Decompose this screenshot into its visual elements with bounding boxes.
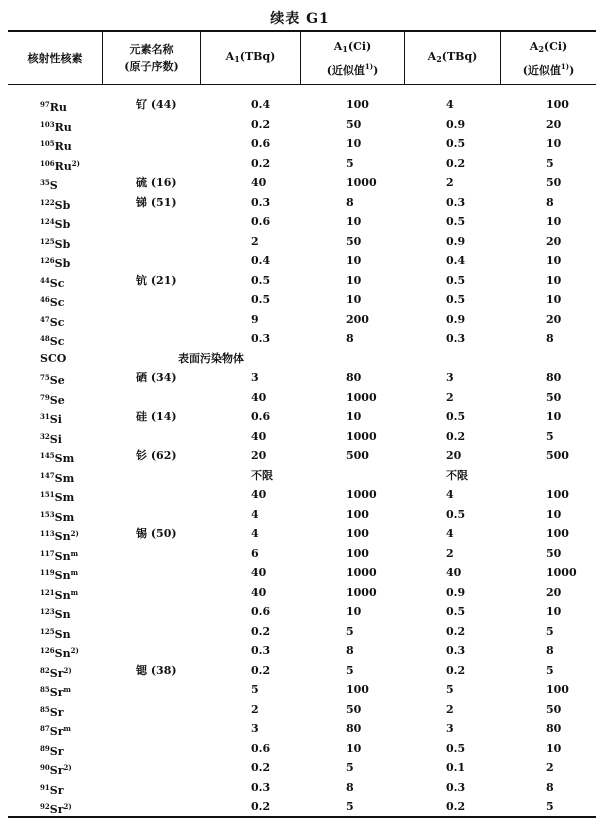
element-cell: 钐 (62) xyxy=(136,449,177,462)
header-nuclide-text: 核射性核素 xyxy=(27,51,83,65)
a1-ci-cell: 10 xyxy=(346,273,362,287)
nuclide-symbol: Sr xyxy=(49,744,64,758)
a1-tbq-cell: 5 xyxy=(251,683,259,696)
element-cell: 硒 (34) xyxy=(136,371,177,384)
a1-tbq-cell: 9 xyxy=(251,312,259,326)
a1-ci-cell: 200 xyxy=(346,312,369,326)
nuclide-mass: 87 xyxy=(40,724,50,733)
nuclide-symbol: Sn xyxy=(54,569,71,582)
a1-tbq-cell: 40 xyxy=(251,488,267,501)
a1-tbq-cell: 4 xyxy=(251,507,259,521)
a1-tbq-cell: 0.3 xyxy=(251,195,271,209)
a1-tbq-cell: 0.6 xyxy=(251,605,271,618)
header-a1-ci-line2 xyxy=(327,58,379,79)
header-a1-ci-line1 xyxy=(334,38,371,58)
a2-tbq-cell: 0.2 xyxy=(446,429,466,443)
a2-tbq-cell: 0.3 xyxy=(446,195,466,209)
a2-ci-cell: 5 xyxy=(546,800,554,813)
header-subscript: 2 xyxy=(538,43,544,54)
a1-tbq-cell: 0.2 xyxy=(251,117,271,131)
header-letter: A xyxy=(225,50,235,63)
a2-ci-cell: 5 xyxy=(546,624,554,638)
header-a2-tbq-text xyxy=(428,48,478,68)
a1-ci-cell: 50 xyxy=(346,702,362,716)
a1-ci-cell: 5 xyxy=(346,156,354,170)
a1-ci-cell: 5 xyxy=(346,663,354,677)
table-bottom-rule xyxy=(8,816,596,818)
a2-tbq-cell: 4 xyxy=(446,98,454,111)
header-footnote-mark: 1) xyxy=(560,61,570,71)
a2-tbq-cell: 40 xyxy=(446,566,462,579)
a1-tbq-cell: 0.4 xyxy=(251,98,271,111)
element-cell: 硅 (14) xyxy=(136,410,177,423)
a2-tbq-cell: 不限 xyxy=(446,468,468,482)
a1-ci-cell: 80 xyxy=(346,371,362,384)
header-element-line1: 元素名称 xyxy=(129,43,174,56)
nuclide-mass: 126 xyxy=(40,256,55,265)
nuclide-symbol: Sc xyxy=(49,276,65,290)
nuclide-mass: 125 xyxy=(40,626,55,636)
nuclide-mass: 46 xyxy=(40,295,50,304)
a1-ci-cell: 1000 xyxy=(346,429,377,443)
a1-ci-cell: 50 xyxy=(346,117,362,131)
nuclide-symbol: S xyxy=(49,179,58,192)
nuclide-symbol: Sc xyxy=(49,335,65,348)
a2-tbq-cell: 2 xyxy=(446,390,454,404)
nuclide-mass: 91 xyxy=(40,782,50,792)
a2-ci-cell: 20 xyxy=(546,234,562,248)
a2-ci-cell: 8 xyxy=(546,195,554,209)
a2-ci-cell: 8 xyxy=(546,332,554,345)
a2-tbq-cell: 0.5 xyxy=(446,137,466,150)
a2-ci-cell: 10 xyxy=(546,215,562,228)
nuclide-mass: 106 xyxy=(40,158,55,168)
row-note: 表面污染物体 xyxy=(178,351,244,365)
a1-tbq-cell: 4 xyxy=(251,527,259,540)
header-letter: A xyxy=(333,39,343,53)
a1-tbq-cell: 0.6 xyxy=(251,215,271,228)
nuclide-suffix: m xyxy=(63,685,71,694)
nuclide-mass: 44 xyxy=(40,275,50,285)
a1-tbq-cell: 0.2 xyxy=(251,624,271,638)
nuclide-mass: 85 xyxy=(40,704,50,714)
header-letter: A xyxy=(529,39,539,53)
a1-tbq-cell: 0.2 xyxy=(251,663,271,677)
a1-ci-cell: 8 xyxy=(346,780,354,794)
nuclide-symbol: Sr xyxy=(49,686,64,699)
table-caption: 续表 G1 xyxy=(270,11,330,27)
element-cell: 钌 (44) xyxy=(136,98,177,111)
a1-ci-cell: 100 xyxy=(346,683,369,696)
a1-ci-cell: 10 xyxy=(346,215,362,228)
a1-tbq-cell: 20 xyxy=(251,449,267,462)
a1-ci-cell: 8 xyxy=(346,644,354,657)
a2-ci-cell: 50 xyxy=(546,176,562,189)
a1-ci-cell: 100 xyxy=(346,98,369,111)
a2-ci-cell: 10 xyxy=(546,410,562,423)
a2-ci-cell: 80 xyxy=(546,722,562,735)
nuclide-symbol: Sm xyxy=(54,471,75,485)
nuclide-suffix: 2) xyxy=(63,802,72,811)
nuclide-mass: 151 xyxy=(40,490,55,499)
a1-tbq-cell: 0.2 xyxy=(251,800,271,813)
a2-ci-cell: 10 xyxy=(546,137,562,150)
a1-tbq-cell: 0.3 xyxy=(251,332,271,345)
a2-tbq-cell: 0.2 xyxy=(446,663,466,677)
nuclide-symbol: Sn xyxy=(54,627,71,641)
header-subscript: 1 xyxy=(342,43,348,54)
nuclide-mass: 31 xyxy=(40,412,50,421)
a1-tbq-cell: 40 xyxy=(251,566,267,579)
element-cell: 硫 (16) xyxy=(136,176,177,189)
header-footnote-mark: 1) xyxy=(364,61,374,71)
a1-tbq-cell: 0.6 xyxy=(251,741,271,755)
header-close: ) xyxy=(373,63,379,77)
a1-ci-cell: 500 xyxy=(346,449,369,462)
nuclide-symbol: Sn xyxy=(54,588,71,602)
a2-tbq-cell: 2 xyxy=(446,702,454,716)
a2-tbq-cell: 0.4 xyxy=(446,254,466,267)
nuclide-symbol: Ru xyxy=(54,159,72,173)
a1-ci-cell: 50 xyxy=(346,234,362,248)
a2-ci-cell: 10 xyxy=(546,507,562,521)
a2-tbq-cell: 0.2 xyxy=(446,800,466,813)
a2-ci-cell: 10 xyxy=(546,605,562,618)
nuclide-suffix: 2) xyxy=(63,665,72,675)
a1-tbq-cell: 3 xyxy=(251,371,259,384)
nuclide-mass: 113 xyxy=(40,529,55,538)
a1-ci-cell: 10 xyxy=(346,741,362,755)
nuclide-symbol: Sb xyxy=(54,257,71,270)
nuclide-mass: 79 xyxy=(40,392,50,402)
a2-tbq-cell: 2 xyxy=(446,546,454,560)
nuclide-mass: 123 xyxy=(40,607,55,616)
header-nuclide xyxy=(8,36,102,80)
element-cell: 钪 (21) xyxy=(136,273,177,287)
nuclide-suffix: m xyxy=(70,587,78,597)
a2-tbq-cell: 0.9 xyxy=(446,585,466,599)
header-close: ) xyxy=(569,63,575,77)
nuclide-symbol: Sr xyxy=(49,725,64,738)
a2-ci-cell: 100 xyxy=(546,527,569,540)
a1-ci-cell: 100 xyxy=(346,527,369,540)
a1-tbq-cell: 40 xyxy=(251,429,267,443)
a1-ci-cell: 10 xyxy=(346,410,362,423)
header-unit: (TBq) xyxy=(441,50,478,63)
header-a2-ci xyxy=(501,36,596,80)
nuclide-mass: 147 xyxy=(40,470,55,480)
a2-tbq-cell: 0.9 xyxy=(446,234,466,248)
nuclide-symbol: Sc xyxy=(49,296,65,309)
a1-ci-cell: 100 xyxy=(346,507,369,521)
nuclide-mass: 124 xyxy=(40,217,55,226)
header-unit: (Ci) xyxy=(543,39,568,53)
nuclide-symbol: Ru xyxy=(54,120,72,134)
a1-ci-cell: 8 xyxy=(346,332,354,345)
nuclide-mass: 153 xyxy=(40,509,55,519)
element-cell: 锑 (51) xyxy=(136,195,177,209)
a1-tbq-cell: 0.5 xyxy=(251,293,271,306)
a2-tbq-cell: 0.5 xyxy=(446,741,466,755)
nuclide-mass: 97 xyxy=(40,100,50,109)
a2-ci-cell: 5 xyxy=(546,156,554,170)
a2-tbq-cell: 0.5 xyxy=(446,410,466,423)
a2-ci-cell: 100 xyxy=(546,98,569,111)
nuclide-symbol: Sb xyxy=(54,198,71,212)
a2-ci-cell: 100 xyxy=(546,683,569,696)
nuclide-mass: 48 xyxy=(40,334,50,343)
nuclide-symbol: Sr xyxy=(49,666,64,680)
a2-ci-cell: 10 xyxy=(546,741,562,755)
a1-tbq-cell: 不限 xyxy=(251,468,273,482)
a1-ci-cell: 1000 xyxy=(346,176,377,189)
header-bottom-rule xyxy=(8,84,596,85)
a2-tbq-cell: 0.5 xyxy=(446,507,466,521)
header-a1-tbq xyxy=(201,36,300,80)
a1-tbq-cell: 40 xyxy=(251,585,267,599)
header-a2-tbq xyxy=(405,36,500,80)
nuclide-mass: 75 xyxy=(40,373,50,382)
a1-tbq-cell: 0.2 xyxy=(251,761,271,774)
nuclide-suffix: 2) xyxy=(70,529,79,538)
nuclide-suffix: 2) xyxy=(70,646,79,655)
a2-ci-cell: 50 xyxy=(546,702,562,716)
a1-tbq-cell: 0.3 xyxy=(251,644,271,657)
a1-ci-cell: 5 xyxy=(346,624,354,638)
a1-ci-cell: 80 xyxy=(346,722,362,735)
a1-ci-cell: 1000 xyxy=(346,566,377,579)
a1-tbq-cell: 0.6 xyxy=(251,137,271,150)
a1-tbq-cell: 2 xyxy=(251,702,259,716)
nuclide-mass: 145 xyxy=(40,451,55,460)
nuclide-suffix: m xyxy=(63,724,71,733)
element-cell: 锡 (50) xyxy=(136,527,177,540)
header-a1-ci xyxy=(301,36,404,80)
nuclide-mass: 117 xyxy=(40,548,55,558)
header-a2-ci-line1 xyxy=(530,38,567,58)
a2-ci-cell: 8 xyxy=(546,644,554,657)
a1-ci-cell: 1000 xyxy=(346,488,377,501)
nuclide-suffix: 2) xyxy=(71,158,80,168)
a2-tbq-cell: 0.3 xyxy=(446,644,466,657)
a1-ci-cell: 5 xyxy=(346,761,354,774)
a2-tbq-cell: 4 xyxy=(446,488,454,501)
a2-ci-cell: 10 xyxy=(546,254,562,267)
nuclide-symbol: Sr xyxy=(49,705,64,719)
element-cell: 锶 (38) xyxy=(136,663,177,677)
a2-tbq-cell: 0.2 xyxy=(446,156,466,170)
header-element xyxy=(103,36,200,80)
a2-ci-cell: 20 xyxy=(546,585,562,599)
nuclide-suffix: 2) xyxy=(63,763,72,772)
a2-ci-cell: 100 xyxy=(546,488,569,501)
nuclide-symbol: Sb xyxy=(54,218,71,231)
nuclide-symbol: Sn xyxy=(54,549,71,563)
a2-ci-cell: 80 xyxy=(546,371,562,384)
a1-ci-cell: 8 xyxy=(346,195,354,209)
a2-tbq-cell: 0.9 xyxy=(446,312,466,326)
header-unit: (Ci) xyxy=(347,39,372,53)
a2-ci-cell: 8 xyxy=(546,780,554,794)
a1-ci-cell: 10 xyxy=(346,293,362,306)
a2-ci-cell: 1000 xyxy=(546,566,577,579)
a2-tbq-cell: 0.5 xyxy=(446,215,466,228)
nuclide-mass: 125 xyxy=(40,236,55,246)
a1-tbq-cell: 0.2 xyxy=(251,156,271,170)
a2-tbq-cell: 4 xyxy=(446,527,454,540)
a1-ci-cell: 1000 xyxy=(346,390,377,404)
header-letter: A xyxy=(427,50,437,63)
a2-ci-cell: 50 xyxy=(546,546,562,560)
a2-tbq-cell: 0.3 xyxy=(446,332,466,345)
nuclide-symbol: Si xyxy=(49,432,62,446)
nuclide-symbol: Sn xyxy=(54,608,71,621)
nuclide-symbol: Sm xyxy=(54,510,75,524)
header-approx: (近似值 xyxy=(522,63,561,77)
nuclide-symbol: Se xyxy=(49,374,65,387)
a1-tbq-cell: 40 xyxy=(251,390,267,404)
a1-ci-cell: 100 xyxy=(346,546,369,560)
nuclide-mass: 89 xyxy=(40,743,50,753)
table-top-rule xyxy=(8,30,596,32)
nuclide-mass: 103 xyxy=(40,119,55,129)
nuclide-symbol: Sn xyxy=(54,530,71,543)
nuclide-symbol: Si xyxy=(49,413,62,426)
a2-tbq-cell: 3 xyxy=(446,722,454,735)
a1-tbq-cell: 3 xyxy=(251,722,259,735)
a1-ci-cell: 10 xyxy=(346,137,362,150)
nuclide-mass: 85 xyxy=(40,685,50,694)
a2-ci-cell: 5 xyxy=(546,663,554,677)
nuclide-symbol: Sm xyxy=(54,452,75,465)
a1-tbq-cell: 0.3 xyxy=(251,780,271,794)
nuclide-mass: 92 xyxy=(40,802,50,811)
a2-ci-cell: 10 xyxy=(546,273,562,287)
a2-ci-cell: 2 xyxy=(546,761,554,774)
nuclide-symbol: Sc xyxy=(49,315,65,329)
a2-tbq-cell: 0.5 xyxy=(446,605,466,618)
a1-tbq-cell: 0.6 xyxy=(251,410,271,423)
a1-tbq-cell: 0.4 xyxy=(251,254,271,267)
a1-tbq-cell: 0.5 xyxy=(251,273,271,287)
a1-tbq-cell: 2 xyxy=(251,234,259,248)
a2-tbq-cell: 0.1 xyxy=(446,761,466,774)
a2-ci-cell: 10 xyxy=(546,293,562,306)
nuclide-mass: 105 xyxy=(40,139,55,148)
a2-tbq-cell: 0.9 xyxy=(446,117,466,131)
nuclide-symbol: Sr xyxy=(49,764,64,777)
a2-ci-cell: 5 xyxy=(546,429,554,443)
nuclide-symbol: Ru xyxy=(49,101,67,114)
nuclide-suffix: m xyxy=(70,548,78,558)
nuclide-symbol: Sm xyxy=(54,491,75,504)
header-element-line2: (原子序数) xyxy=(124,60,179,73)
a1-ci-cell: 5 xyxy=(346,800,354,813)
nuclide-mass: 121 xyxy=(40,587,55,597)
a2-tbq-cell: 5 xyxy=(446,683,454,696)
a1-tbq-cell: 40 xyxy=(251,176,267,189)
nuclide-mass: 122 xyxy=(40,197,55,207)
a2-tbq-cell: 0.5 xyxy=(446,293,466,306)
nuclide-mass: 90 xyxy=(40,763,50,772)
a2-tbq-cell: 20 xyxy=(446,449,462,462)
nuclide-mass: 82 xyxy=(40,665,50,675)
header-subscript: 1 xyxy=(234,54,240,64)
a2-ci-cell: 500 xyxy=(546,449,569,462)
nuclide-symbol: Se xyxy=(49,393,65,407)
nuclide-symbol: SCO xyxy=(40,351,67,365)
nuclide-mass: 126 xyxy=(40,646,55,655)
a2-ci-cell: 50 xyxy=(546,390,562,404)
header-unit: (TBq) xyxy=(239,50,276,63)
a2-ci-cell: 20 xyxy=(546,312,562,326)
nuclide-mass: 35 xyxy=(40,178,50,187)
nuclide-symbol: Sn xyxy=(54,647,71,660)
nuclide-mass: 47 xyxy=(40,314,50,324)
nuclide-symbol: Sb xyxy=(54,237,71,251)
a1-ci-cell: 10 xyxy=(346,254,362,267)
a2-tbq-cell: 0.5 xyxy=(446,273,466,287)
nuclide-symbol: Sr xyxy=(49,783,64,797)
nuclide-symbol: Ru xyxy=(54,140,72,153)
nuclide-symbol: Sr xyxy=(49,803,64,816)
header-subscript: 2 xyxy=(436,54,442,64)
header-a1-tbq-text xyxy=(226,48,276,68)
a2-tbq-cell: 2 xyxy=(446,176,454,189)
a2-tbq-cell: 3 xyxy=(446,371,454,384)
a1-ci-cell: 1000 xyxy=(346,585,377,599)
nuclide-mass: 32 xyxy=(40,431,50,441)
nuclide-mass: 119 xyxy=(40,568,55,577)
a1-ci-cell: 10 xyxy=(346,605,362,618)
a2-tbq-cell: 0.2 xyxy=(446,624,466,638)
a1-tbq-cell: 6 xyxy=(251,546,259,560)
nuclide-suffix: m xyxy=(70,568,78,577)
header-approx: (近似值 xyxy=(326,63,365,77)
header-a2-ci-line2 xyxy=(523,58,575,79)
a2-ci-cell: 20 xyxy=(546,117,562,131)
a2-tbq-cell: 0.3 xyxy=(446,780,466,794)
